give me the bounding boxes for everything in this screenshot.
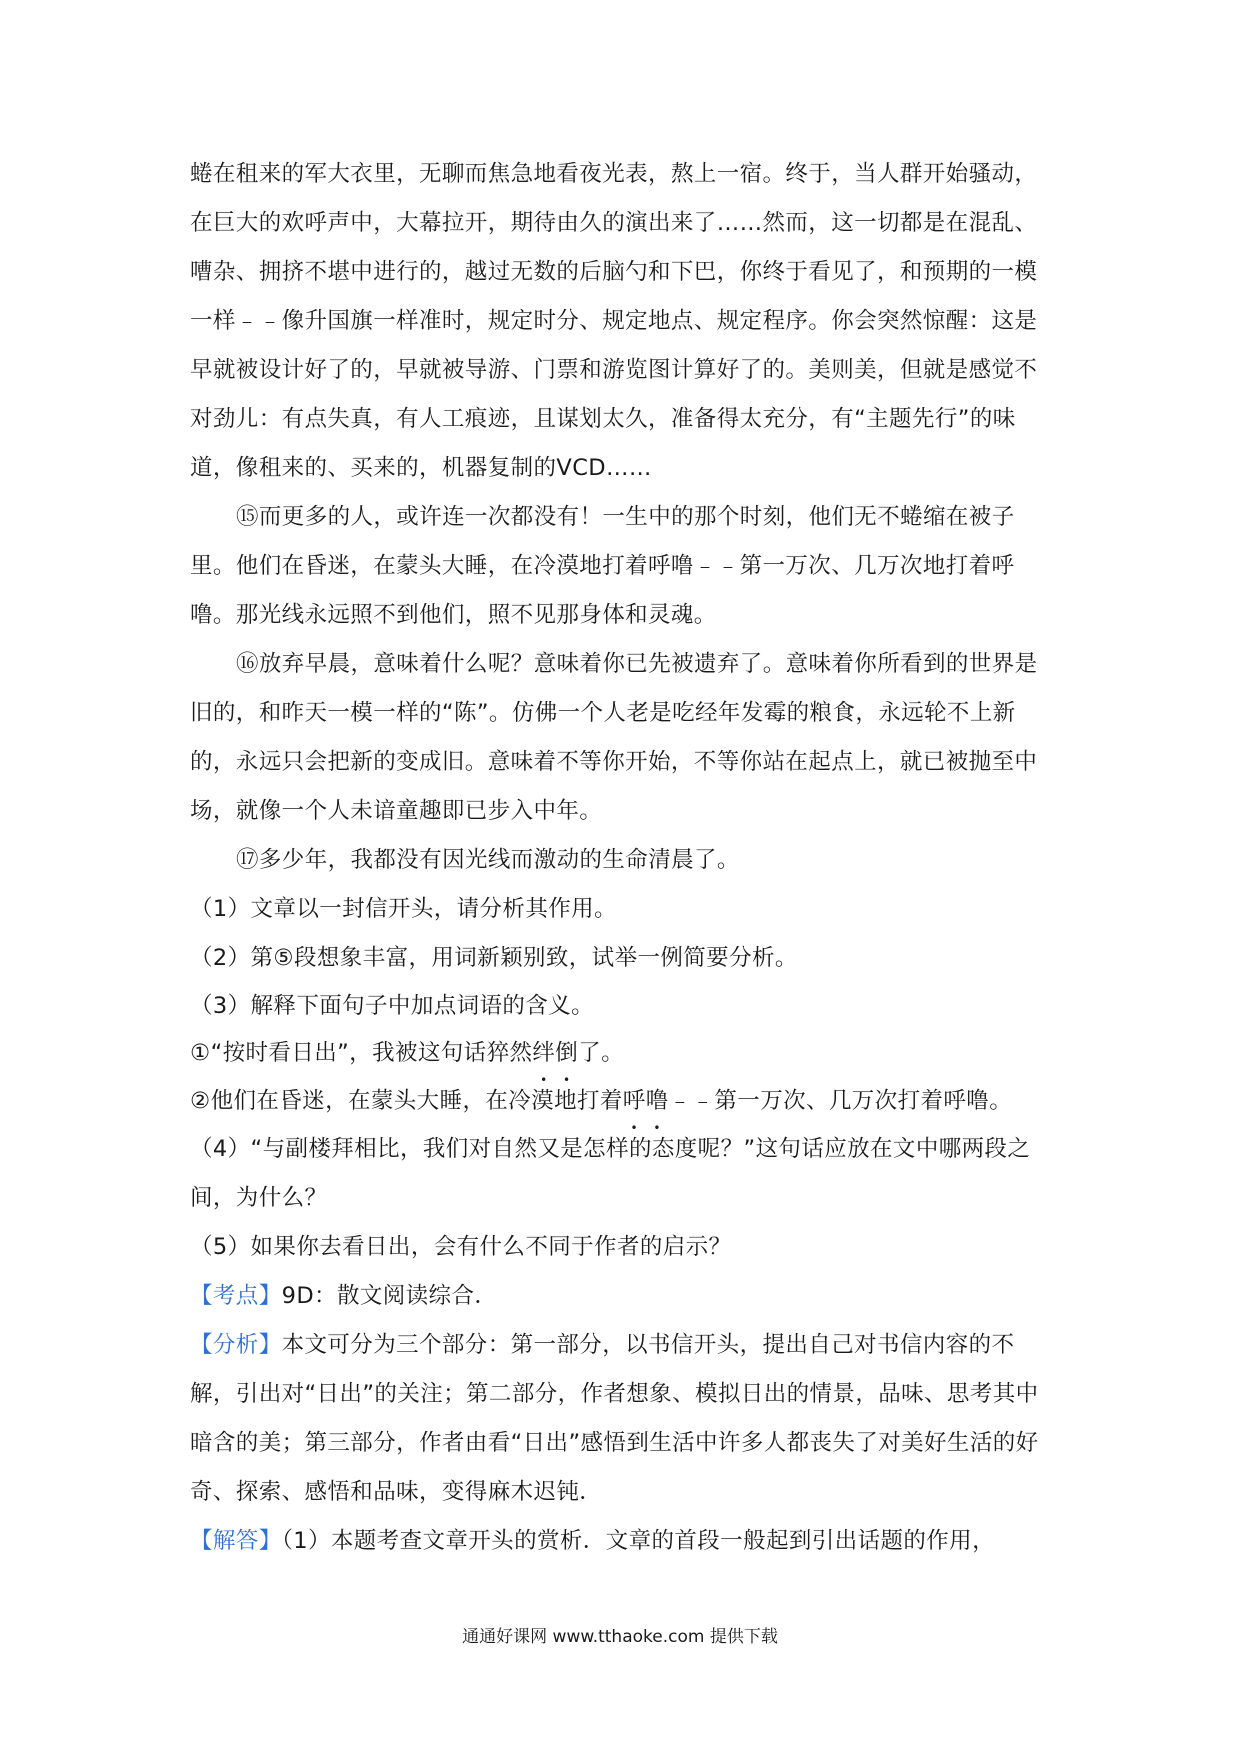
kaodian-section xyxy=(190,1272,1050,1321)
sentence-2-suffix: ﹣﹣第一万次、几万次打着呼噜。 xyxy=(668,1088,1013,1114)
dotted-word-char: 呼 xyxy=(622,1088,646,1114)
paragraph-15: ⑮而更多的人，或许连一次都没有！一生中的那个时刻，他们无不蜷缩在被子里。他们在昏迷，在蒙头大睡，在冷漠地打着呼噜﹣﹣第一万次、几万次地打着呼噜。那光线永远照不到他们，照不见那身体和灵魂。 xyxy=(190,504,1015,628)
kaodian-label: 【考点】 xyxy=(190,1283,282,1309)
sentence-1-prefix: ①“按时看日出”，我被这句话猝然 xyxy=(190,1040,533,1066)
question-5: （5）如果你去看日出，会有什么不同于作者的启示？ xyxy=(190,1234,732,1260)
fenxi-text: 本文可分为三个部分：第一部分，以书信开头，提出自己对书信内容的不解，引出对“日出”的关注；第二部分，作者想象、模拟日出的情景，品味、思考其中暗含的美；第三部分，作者由看“日出”感悟到生活中许多人都丧失了对美好生活的好奇、探索、感悟和品味，变得麻木迟钝． xyxy=(190,1332,1039,1505)
fenxi-section xyxy=(190,1321,1050,1517)
document-body xyxy=(190,150,1050,1566)
paragraph-17: ⑰多少年，我都没有因光线而激动的生命清晨了。 xyxy=(236,847,740,873)
sentence-2-prefix: ②他们在昏迷，在蒙头大睡，在冷漠地打着 xyxy=(190,1088,623,1114)
jieda-label: 【解答】 xyxy=(190,1528,282,1554)
page-footer: 通通好课网 www.tthaoke.com 提供下载 xyxy=(462,1627,778,1647)
paragraph-14-continued: 蜷在租来的军大衣里，无聊而焦急地看夜光表，熬上一宿。终于，当人群开始骚动，在巨大的欢呼声中，大幕拉开，期待由久的演出来了……然而，这一切都是在混乱、嘈杂、拥挤不堪中进行的，越过无数的后脑勺和下巴，你终于看见了，和预期的一模一样﹣﹣像升国旗一样准时，规定时分、规定地点、规定程序。你会突然惊醒：这是早就被设计好了的，早就被导游、门票和游览图计算好了的。美则美，但就是感觉不对劲儿：有点失真，有人工痕迹，且谋划太久，准备得太充分，有“主题先行”的味道，像租来的、买来的，机器复制的VCD…… xyxy=(190,161,1038,481)
question-3: （3）解释下面句子中加点词语的含义。 xyxy=(190,993,595,1019)
question-3-sentence-2 xyxy=(190,1077,1050,1125)
question-1: （1）文章以一封信开头，请分析其作用。 xyxy=(190,896,617,922)
dotted-word-char: 噜 xyxy=(645,1088,669,1114)
fenxi-label: 【分析】 xyxy=(190,1332,282,1358)
sentence-1-suffix: 了。 xyxy=(578,1040,625,1066)
dotted-word-char: 倒 xyxy=(555,1040,579,1066)
question-2: （2）第⑤段想象丰富，用词新颖别致，试举一例简要分析。 xyxy=(190,945,798,971)
jieda-section xyxy=(190,1517,1050,1566)
question-3-sentence-1 xyxy=(190,1029,1050,1077)
jieda-text: （1）本题考查文章开头的赏析．文章的首段一般起到引出话题的作用， xyxy=(281,1528,995,1554)
kaodian-text: 9D：散文阅读综合． xyxy=(281,1283,498,1309)
paragraph-16: ⑯放弃早晨，意味着什么呢？意味着你已先被遗弃了。意味着你所看到的世界是旧的，和昨天一模一样的“陈”。仿佛一个人老是吃经年发霉的粮食，永远轮不上新的，永远只会把新的变成旧。意味着不等你开始，不等你站在起点上，就已被抛至中场，就像一个人未谙童趣即已步入中年。 xyxy=(190,651,1038,824)
dotted-word-char: 绊 xyxy=(532,1040,556,1066)
question-4: （4）“与副楼拜相比，我们对自然又是怎样的态度呢？”这句话应放在文中哪两段之间，为什么？ xyxy=(190,1136,1031,1211)
